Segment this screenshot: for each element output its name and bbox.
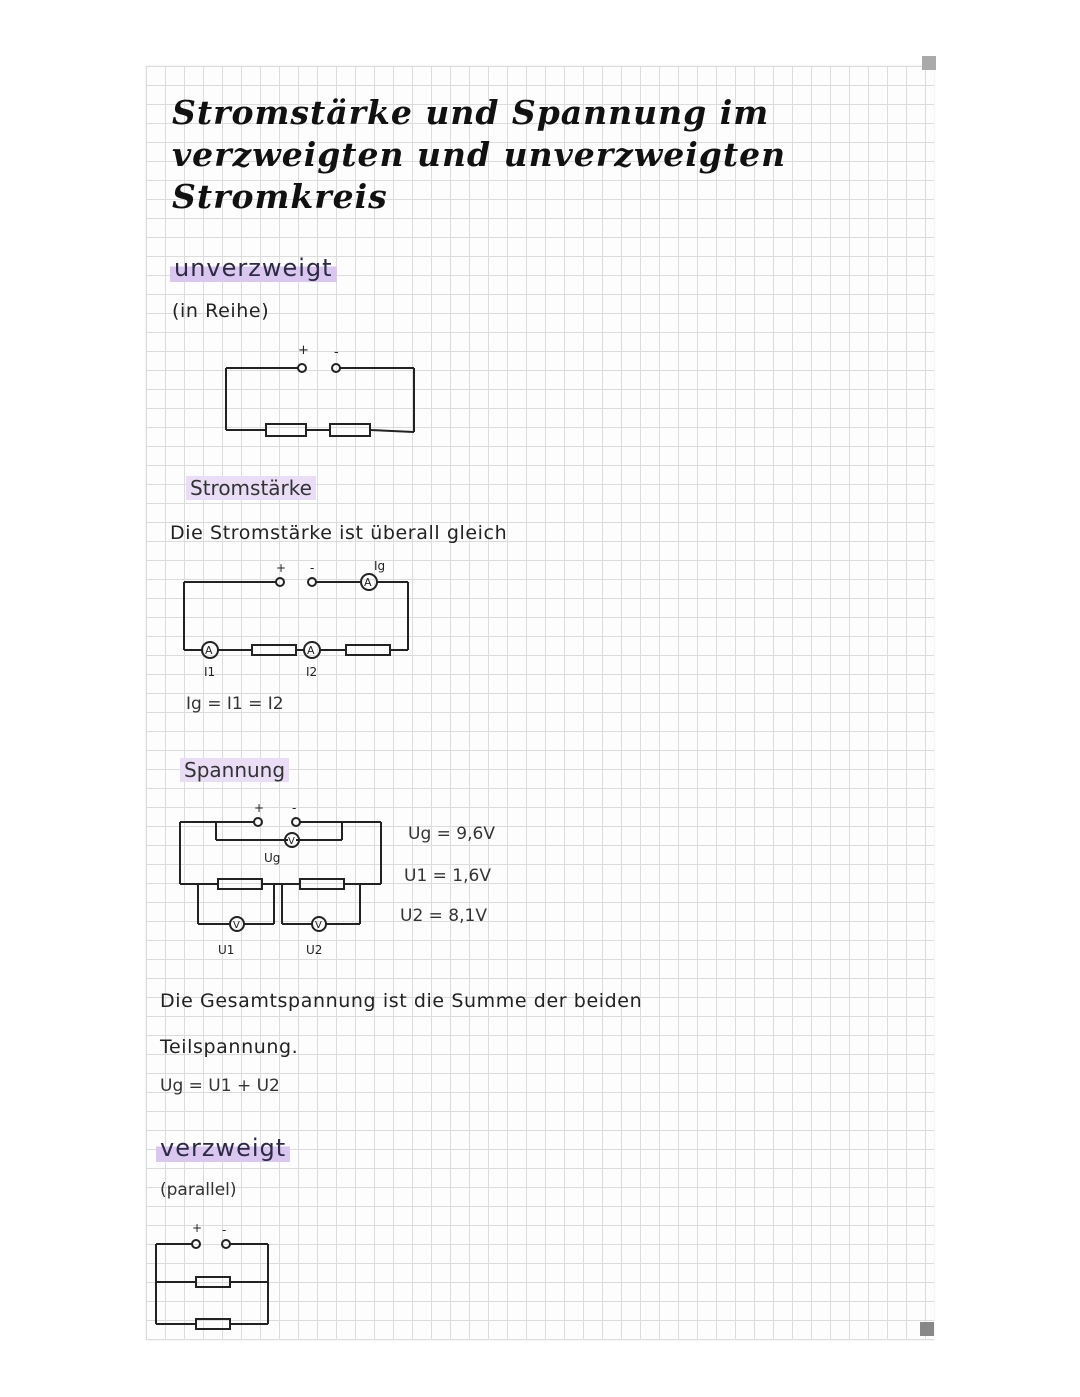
- voltage-value-ug: Ug = 9,6V: [408, 824, 495, 844]
- current-statement: Die Stromstärke ist überall gleich: [170, 522, 508, 544]
- page-title: Stromstärke und Spannung im verzweigten und unverzweigten Stromkreis: [172, 93, 787, 216]
- ig-label: Ig: [374, 559, 386, 573]
- plus-label: +: [192, 1221, 203, 1235]
- series-note: (in Reihe): [172, 300, 270, 322]
- ammeter-symbol: A: [307, 644, 315, 657]
- series-ammeter-circuit-diagram: [180, 560, 420, 690]
- voltage-value-u1: U1 = 1,6V: [404, 866, 491, 886]
- page-corner-marker: [920, 1322, 934, 1336]
- voltage-value-u2: U2 = 8,1V: [400, 906, 487, 926]
- u1-label: U1: [218, 943, 235, 957]
- ammeter-symbol: A: [205, 644, 213, 657]
- subheading-spannung: Spannung: [180, 758, 289, 782]
- ammeter-symbol: A: [364, 576, 372, 589]
- plus-label: +: [254, 801, 265, 815]
- page-corner-marker: [922, 56, 936, 70]
- i1-label: I1: [204, 665, 216, 679]
- voltage-formula: Ug = U1 + U2: [160, 1076, 280, 1096]
- minus-label: -: [334, 345, 339, 360]
- series-voltmeter-circuit-diagram: [176, 800, 396, 960]
- voltmeter-symbol: V: [233, 920, 240, 931]
- i2-label: I2: [306, 665, 318, 679]
- minus-label: -: [310, 561, 315, 575]
- parallel-circuit-diagram: [152, 1220, 282, 1335]
- plus-label: +: [298, 343, 309, 358]
- current-formula: Ig = I1 = I2: [186, 694, 284, 714]
- voltage-statement-line2: Teilspannung.: [160, 1036, 299, 1058]
- parallel-note: (parallel): [160, 1180, 237, 1200]
- ug-label: Ug: [264, 851, 281, 865]
- subheading-stromstaerke: Stromstärke: [186, 476, 316, 500]
- plus-label: +: [276, 561, 287, 575]
- section-heading-verzweigt: verzweigt: [156, 1134, 290, 1162]
- series-circuit-diagram: [224, 340, 424, 440]
- voltage-statement-line1: Die Gesamtspannung ist die Summe der beiden: [160, 990, 643, 1012]
- voltmeter-symbol: V: [315, 920, 322, 931]
- minus-label: -: [292, 801, 297, 815]
- voltmeter-symbol: V: [288, 836, 295, 847]
- section-heading-unverzweigt: unverzweigt: [170, 254, 337, 282]
- u2-label: U2: [306, 943, 323, 957]
- minus-label: -: [222, 1223, 227, 1237]
